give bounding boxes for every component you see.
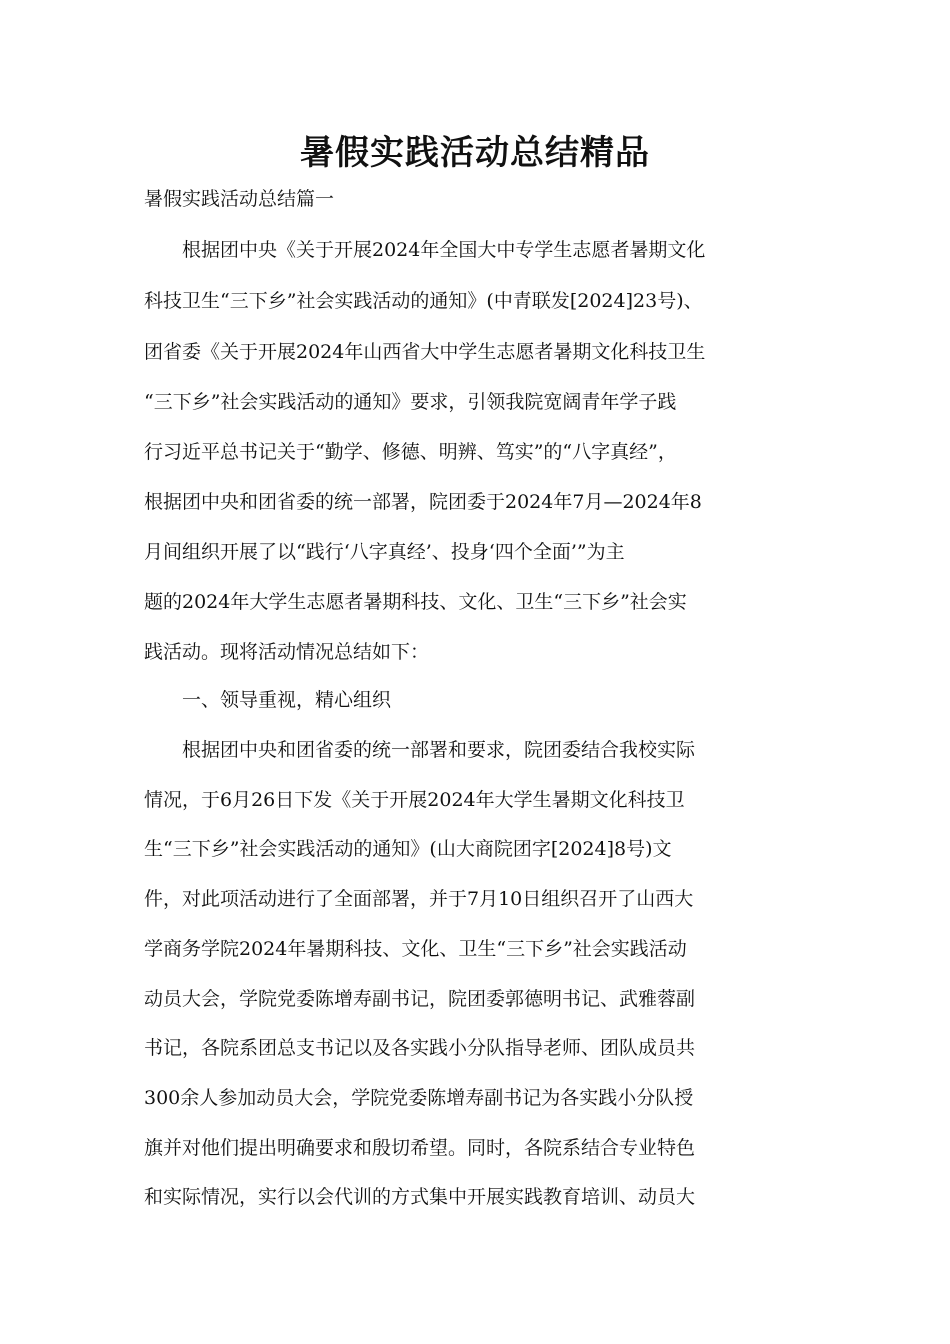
- body-line: 生“三下乡”社会实践活动的通知》(山大商院团字[2024]8号)文: [144, 838, 672, 860]
- body-line: 题的2024年大学生志愿者暑期科技、文化、卫生“三下乡”社会实: [144, 591, 687, 613]
- body-line: 根据团中央《关于开展2024年全国大中专学生志愿者暑期文化: [144, 239, 706, 261]
- document-title: 暑假实践活动总结精品: [300, 133, 650, 173]
- section-heading: 一、领导重视，精心组织: [144, 689, 392, 711]
- body-line: 件，对此项活动进行了全面部署，并于7月10日组织召开了山西大: [144, 888, 694, 910]
- body-line: 团省委《关于开展2024年山西省大中学生志愿者暑期文化科技卫生: [144, 341, 706, 363]
- body-line: 书记，各院系团总支书记以及各实践小分队指导老师、团队成员共: [144, 1037, 696, 1059]
- body-line: 科技卫生“三下乡”社会实践活动的通知》(中青联发[2024]23号)、: [144, 290, 703, 312]
- body-line: “三下乡”社会实践活动的通知》要求，引领我院宽阔青年学子践: [144, 391, 677, 413]
- body-line: 行习近平总书记关于“勤学、修德、明辨、笃实”的“八字真经”，: [144, 441, 677, 463]
- body-line: 和实际情况，实行以会代训的方式集中开展实践教育培训、动员大: [144, 1186, 696, 1208]
- body-line: 情况，于6月26日下发《关于开展2024年大学生暑期文化科技卫: [144, 789, 685, 811]
- body-line: 旗并对他们提出明确要求和殷切希望。同时，各院系结合专业特色: [144, 1137, 696, 1159]
- body-line: 根据团中央和团省委的统一部署，院团委于2024年7月—2024年8: [144, 491, 702, 513]
- body-line: 动员大会，学院党委陈增寿副书记，院团委郭德明书记、武雅蓉副: [144, 988, 696, 1010]
- body-line: 月间组织开展了以“践行‘八字真经’、投身‘四个全面’”为主: [144, 541, 625, 563]
- body-line: 践活动。现将活动情况总结如下：: [144, 641, 430, 663]
- section-subtitle: 暑假实践活动总结篇一: [144, 188, 335, 210]
- body-line: 300余人参加动员大会，学院党委陈增寿副书记为各实践小分队授: [144, 1087, 694, 1109]
- body-line: 根据团中央和团省委的统一部署和要求，院团委结合我校实际: [144, 739, 696, 761]
- body-line: 学商务学院2024年暑期科技、文化、卫生“三下乡”社会实践活动: [144, 938, 687, 960]
